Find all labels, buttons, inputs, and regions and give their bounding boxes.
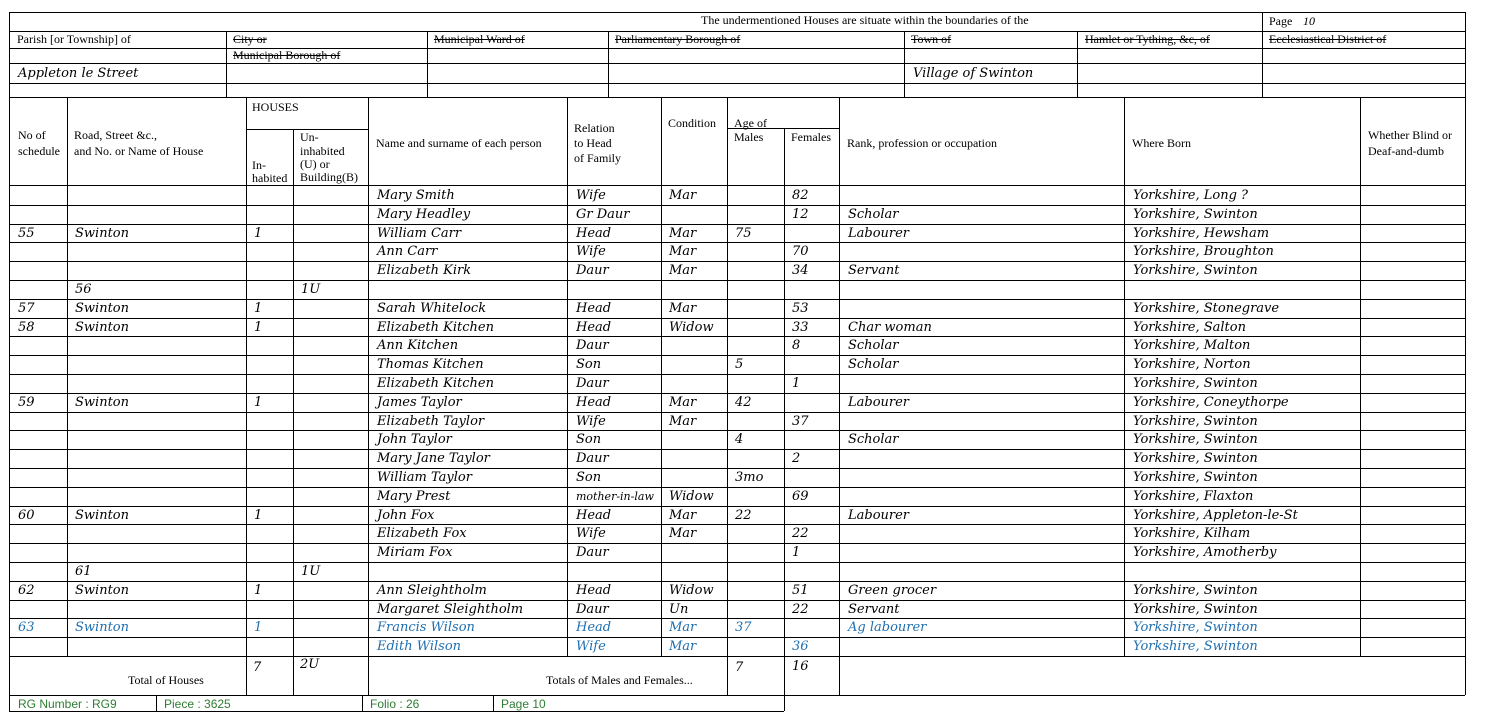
cell-born: Yorkshire, Stonegrave [1133, 301, 1280, 316]
cell-relation: Son [576, 470, 602, 485]
cell-born: Yorkshire, Salton [1133, 320, 1246, 335]
total-females: 16 [792, 659, 809, 674]
cell-road: Swinton [75, 301, 129, 316]
cell-relation: Wife [576, 188, 606, 203]
hamlet-label: Hamlet or Tything, &c, of [1085, 32, 1210, 46]
cell-condition: Widow [669, 583, 714, 598]
cell-born: Yorkshire, Swinton [1133, 470, 1258, 485]
cell-females: 36 [792, 639, 809, 654]
cell-rank: Scholar [848, 338, 899, 353]
col-uninhabited-line3: (U) or [300, 157, 330, 171]
cell-road: Swinton [75, 508, 129, 523]
cell-born: Yorkshire, Swinton [1133, 414, 1258, 429]
cell-females: 70 [792, 244, 809, 259]
cell-inhabited: 1 [254, 620, 263, 635]
cell-relation: Head [576, 583, 612, 598]
cell-born: Yorkshire, Appleton-le-St [1133, 508, 1298, 523]
cell-females: 53 [792, 301, 809, 316]
cell-females: 82 [792, 188, 809, 203]
cell-name: Elizabeth Fox [377, 526, 467, 541]
col-houses: HOUSES [252, 100, 299, 114]
cell-inhabited: 1 [254, 226, 263, 241]
total-males: 7 [735, 660, 744, 675]
cell-born: Yorkshire, Coneythorpe [1133, 395, 1289, 410]
cell-schedule: 55 [18, 226, 35, 241]
col-name: Name and surname of each person [376, 136, 542, 150]
col-road-line1: Road, Street &c., [74, 128, 157, 142]
cell-relation: Daur [576, 545, 609, 560]
cell-females: 1 [792, 376, 801, 391]
cell-relation: Wife [576, 639, 606, 654]
cell-schedule: 59 [18, 395, 35, 410]
cell-condition: Mar [669, 301, 697, 316]
cell-condition: Mar [669, 639, 697, 654]
cell-road: Swinton [75, 226, 129, 241]
cell-females: 22 [792, 602, 809, 617]
cell-condition: Mar [669, 226, 697, 241]
cell-females: 51 [792, 583, 809, 598]
cell-road: 61 [75, 564, 92, 579]
cell-relation: Daur [576, 451, 609, 466]
cell-name: William Taylor [377, 470, 472, 485]
cell-condition: Mar [669, 188, 697, 203]
cell-name: John Taylor [377, 432, 452, 447]
cell-born: Yorkshire, Amotherby [1133, 545, 1277, 560]
cell-name: Margaret Sleightholm [377, 602, 524, 617]
parliamentary-label: Parliamentary Borough of [615, 32, 741, 46]
cell-name: Miriam Fox [377, 545, 453, 560]
cell-relation: Wife [576, 414, 606, 429]
cell-females: 34 [792, 263, 809, 278]
cell-name: Mary Prest [377, 489, 451, 504]
cell-born: Yorkshire, Swinton [1133, 207, 1258, 222]
cell-relation: Head [576, 508, 612, 523]
cell-name: Edith Wilson [377, 639, 462, 654]
col-rank: Rank, profession or occupation [847, 136, 997, 150]
cell-born: Yorkshire, Swinton [1133, 263, 1258, 278]
parish-value: Appleton le Street [18, 66, 139, 81]
cell-road: 56 [75, 282, 92, 297]
col-uninhabited-line1: Un- [300, 130, 319, 144]
total-persons-label: Totals of Males and Females... [546, 673, 693, 687]
cell-name: Mary Smith [377, 188, 455, 203]
cell-born: Yorkshire, Swinton [1133, 620, 1258, 635]
footer-rg-number: RG Number : RG9 [18, 697, 117, 711]
cell-born: Yorkshire, Kilham [1133, 526, 1251, 541]
cell-females: 22 [792, 526, 809, 541]
cell-females: 69 [792, 489, 809, 504]
cell-name: Francis Wilson [377, 620, 475, 635]
cell-name: Sarah Whitelock [377, 301, 487, 316]
cell-name: Elizabeth Kitchen [377, 376, 494, 391]
cell-rank: Servant [848, 263, 900, 278]
cell-name: Mary Jane Taylor [377, 451, 490, 466]
cell-relation: Head [576, 620, 612, 635]
footer-piece: Piece : 3625 [164, 697, 231, 711]
cell-condition: Mar [669, 508, 697, 523]
cell-rank: Scholar [848, 357, 899, 372]
total-inhabited: 7 [253, 660, 262, 675]
total-houses-label: Total of Houses [128, 673, 204, 687]
footer-page: Page 10 [501, 697, 546, 711]
cell-road: Swinton [75, 395, 129, 410]
cell-name: Mary Headley [377, 207, 471, 222]
cell-born: Yorkshire, Swinton [1133, 602, 1258, 617]
cell-relation: Head [576, 320, 612, 335]
cell-rank: Labourer [848, 508, 910, 523]
col-age-of: Age of [734, 116, 767, 130]
cell-relation: Daur [576, 376, 609, 391]
cell-condition: Mar [669, 620, 697, 635]
col-relation-line3: of Family [574, 151, 621, 165]
col-schedule-line1: No of [18, 128, 46, 142]
cell-rank: Scholar [848, 432, 899, 447]
cell-males: 42 [735, 395, 752, 410]
cell-rank: Labourer [848, 395, 910, 410]
col-relation-line1: Relation [574, 121, 615, 135]
cell-females: 2 [792, 451, 801, 466]
page-number: 10 [1303, 14, 1315, 28]
cell-name: Elizabeth Taylor [377, 414, 485, 429]
cell-born: Yorkshire, Swinton [1133, 451, 1258, 466]
cell-road: Swinton [75, 583, 129, 598]
cell-born: Yorkshire, Malton [1133, 338, 1251, 353]
cell-condition: Mar [669, 244, 697, 259]
cell-condition: Widow [669, 489, 714, 504]
cell-inhabited: 1 [254, 583, 263, 598]
cell-relation: Head [576, 395, 612, 410]
cell-relation: Son [576, 357, 602, 372]
col-condition: Condition [668, 116, 717, 130]
cell-females: 8 [792, 338, 801, 353]
cell-born: Yorkshire, Flaxton [1133, 489, 1254, 504]
col-road-line2: and No. or Name of House [74, 144, 204, 158]
cell-name: William Carr [377, 226, 462, 241]
cell-born: Yorkshire, Swinton [1133, 639, 1258, 654]
cell-born: Yorkshire, Hewsham [1133, 226, 1270, 241]
ecclesiastical-label: Ecclesiastical District of [1269, 32, 1387, 46]
cell-rank: Ag labourer [848, 620, 927, 635]
cell-born: Yorkshire, Broughton [1133, 244, 1274, 259]
cell-inhabited: 1 [254, 395, 263, 410]
cell-rank: Green grocer [848, 583, 937, 598]
cell-name: James Taylor [377, 395, 462, 410]
col-born: Where Born [1132, 136, 1191, 150]
cell-schedule: 58 [18, 320, 35, 335]
col-inhabited-line2: habited [252, 171, 288, 185]
cell-males: 3mo [735, 470, 764, 485]
municipal-borough-label: Municipal Borough of [233, 48, 341, 62]
total-uninhabited: 2U [300, 657, 320, 672]
cell-relation: Daur [576, 338, 609, 353]
cell-relation: Head [576, 301, 612, 316]
col-females: Females [791, 130, 831, 144]
cell-uninhabited: 1U [301, 564, 321, 579]
cell-uninhabited: 1U [301, 282, 321, 297]
col-males: Males [734, 130, 764, 144]
cell-females: 37 [792, 414, 809, 429]
col-uninhabited-line2: inhabited [300, 144, 345, 158]
page-label: Page [1269, 14, 1293, 28]
cell-relation: Daur [576, 263, 609, 278]
col-blind-line1: Whether Blind or [1368, 128, 1452, 142]
cell-rank: Servant [848, 602, 900, 617]
cell-name: Elizabeth Kitchen [377, 320, 494, 335]
ward-label: Municipal Ward of [434, 32, 525, 46]
cell-relation: Head [576, 226, 612, 241]
cell-schedule: 62 [18, 583, 35, 598]
cell-road: Swinton [75, 620, 129, 635]
cell-name: Ann Carr [377, 244, 438, 259]
cell-name: Thomas Kitchen [377, 357, 484, 372]
cell-born: Yorkshire, Long ? [1133, 188, 1249, 203]
footer-folio: Folio : 26 [370, 697, 420, 711]
cell-males: 4 [735, 432, 744, 447]
parish-label: Parish [or Township] of [17, 32, 131, 46]
cell-females: 12 [792, 207, 809, 222]
col-schedule-line2: schedule [18, 144, 60, 158]
cell-schedule: 57 [18, 301, 35, 316]
cell-relation: Wife [576, 526, 606, 541]
cell-relation: mother-in-law [576, 490, 654, 503]
cell-inhabited: 1 [254, 508, 263, 523]
cell-schedule: 63 [18, 620, 35, 635]
cell-inhabited: 1 [254, 320, 263, 335]
city-label: City or [233, 32, 267, 46]
cell-males: 75 [735, 226, 752, 241]
cell-condition: Mar [669, 395, 697, 410]
cell-relation: Daur [576, 602, 609, 617]
cell-females: 33 [792, 320, 809, 335]
cell-males: 5 [735, 357, 744, 372]
cell-condition: Mar [669, 526, 697, 541]
cell-name: Elizabeth Kirk [377, 263, 472, 278]
cell-rank: Scholar [848, 207, 899, 222]
col-relation-line2: to Head [574, 136, 612, 150]
cell-rank: Labourer [848, 226, 910, 241]
cell-born: Yorkshire, Swinton [1133, 583, 1258, 598]
cell-road: Swinton [75, 320, 129, 335]
cell-name: John Fox [377, 508, 435, 523]
cell-relation: Wife [576, 244, 606, 259]
cell-schedule: 60 [18, 508, 35, 523]
cell-name: Ann Kitchen [377, 338, 459, 353]
cell-condition: Widow [669, 320, 714, 335]
cell-condition: Mar [669, 414, 697, 429]
town-label: Town of [911, 32, 952, 46]
cell-born: Yorkshire, Norton [1133, 357, 1251, 372]
cell-rank: Char woman [848, 320, 932, 335]
cell-name: Ann Sleightholm [377, 583, 487, 598]
cell-condition: Mar [669, 263, 697, 278]
col-uninhabited-line4: Building(B) [300, 170, 359, 184]
col-inhabited-line1: In- [252, 158, 266, 172]
header-banner: The undermentioned Houses are situate within the boundaries of the [701, 13, 1029, 27]
cell-inhabited: 1 [254, 301, 263, 316]
town-value: Village of Swinton [913, 66, 1034, 81]
col-blind-line2: Deaf-and-dumb [1368, 144, 1444, 158]
cell-males: 22 [735, 508, 752, 523]
cell-relation: Gr Daur [576, 207, 630, 222]
cell-born: Yorkshire, Swinton [1133, 376, 1258, 391]
cell-condition: Un [669, 602, 689, 617]
cell-born: Yorkshire, Swinton [1133, 432, 1258, 447]
cell-relation: Son [576, 432, 602, 447]
cell-males: 37 [735, 620, 752, 635]
cell-females: 1 [792, 545, 801, 560]
